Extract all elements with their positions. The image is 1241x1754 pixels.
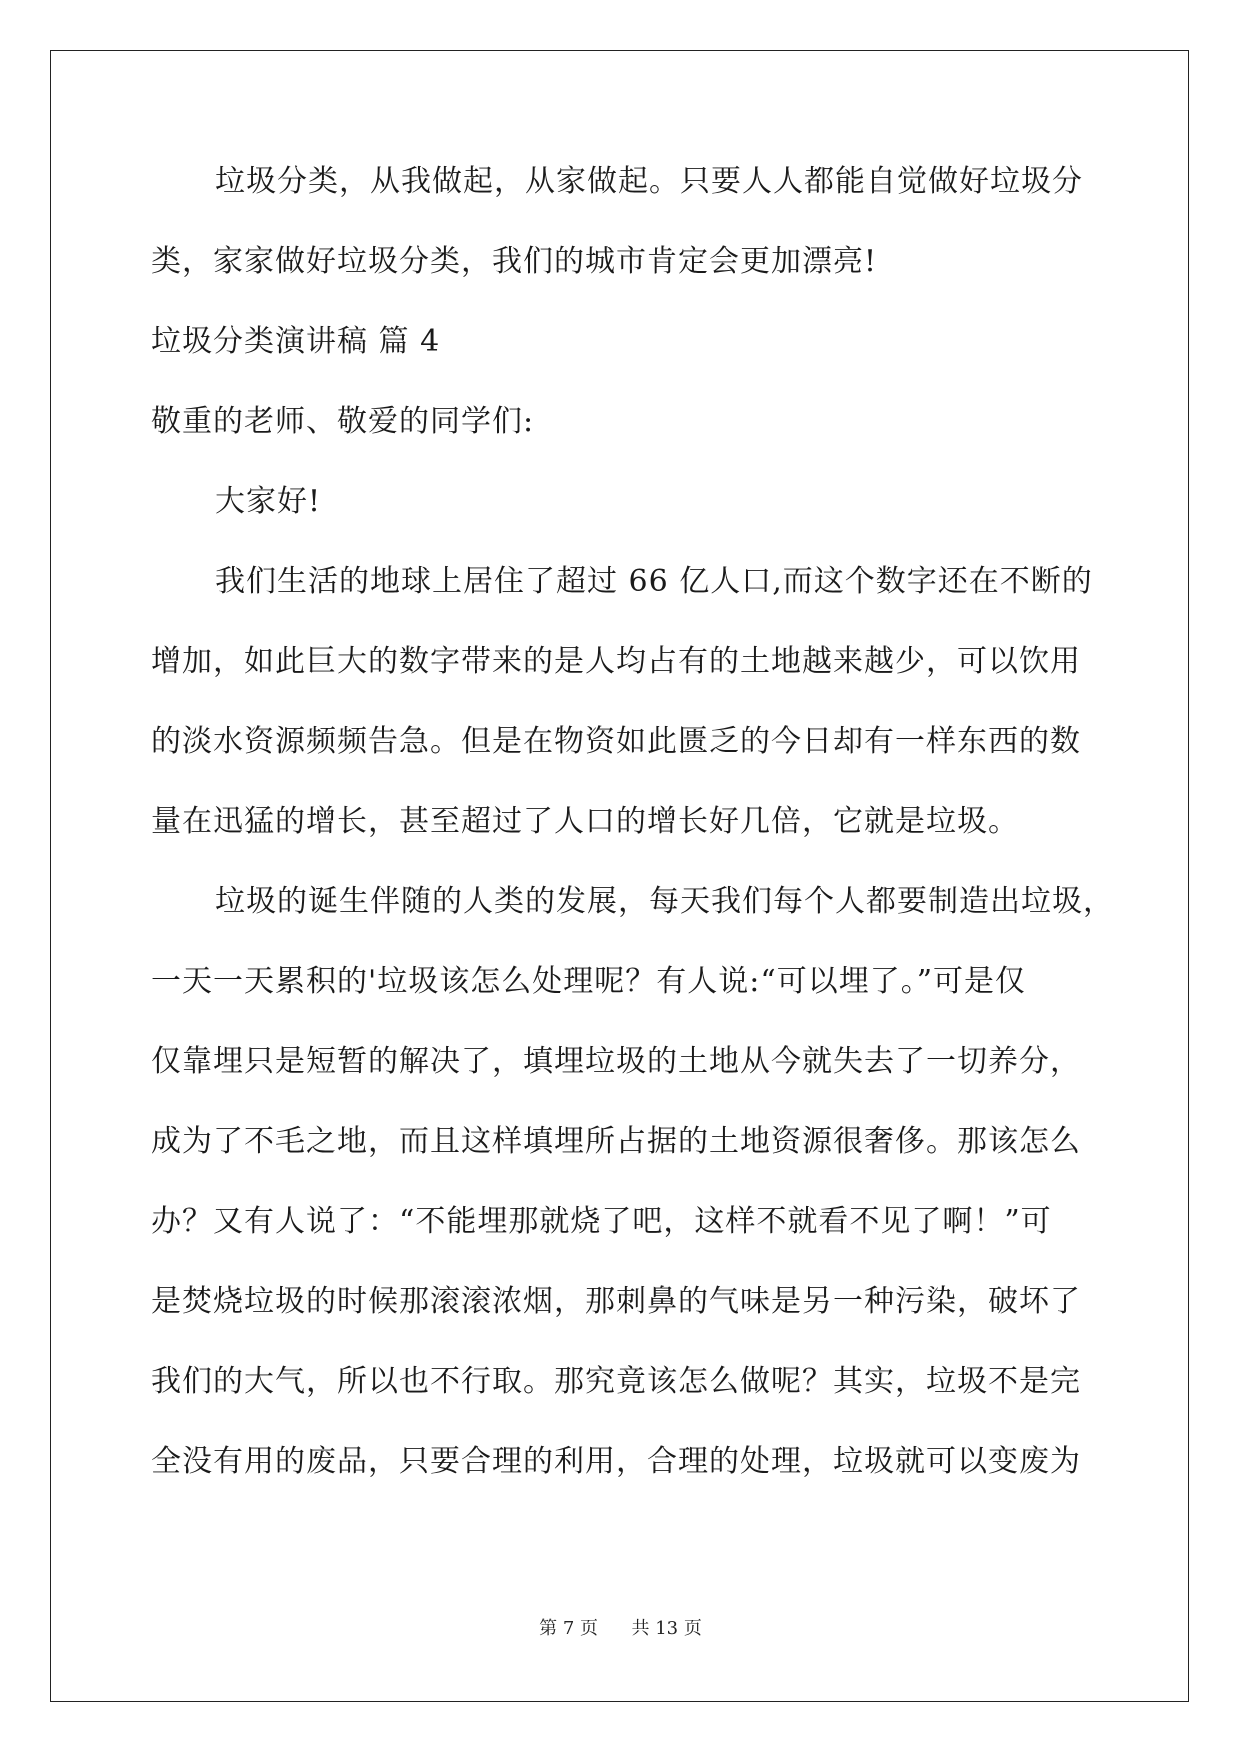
page-footer <box>0 1614 1241 1640</box>
paragraph-line: 类，家家做好垃圾分类，我们的城市肯定会更加漂亮! <box>151 244 878 279</box>
paragraph-line: 的淡水资源频频告急。但是在物资如此匮乏的今日却有一样东西的数 <box>151 724 1081 759</box>
paragraph-line: 量在迅猛的增长，甚至超过了人口的增长好几倍，它就是垃圾。 <box>151 804 1019 839</box>
document-body <box>151 162 1114 1522</box>
paragraph-line: 我们的大气，所以也不行取。那究竟该怎么做呢？其实，垃圾不是完 <box>151 1364 1081 1399</box>
paragraph-line: 我们生活的地球上居住了超过 66 亿人口,而这个数字还在不断的 <box>215 564 1093 599</box>
paragraph-line: 增加，如此巨大的数字带来的是人均占有的土地越来越少，可以饮用 <box>151 644 1081 679</box>
paragraph-line: 成为了不毛之地，而且这样填埋所占据的土地资源很奢侈。那该怎么 <box>151 1124 1081 1159</box>
greeting: 大家好! <box>215 484 322 519</box>
paragraph-line: 一天一天累积的'垃圾该怎么处理呢？有人说:“可以埋了。”可是仅 <box>151 964 1027 999</box>
paragraph-line: 仅靠埋只是短暂的解决了，填埋垃圾的土地从今就失去了一切养分， <box>151 1044 1081 1079</box>
paragraph-line: 垃圾分类，从我做起，从家做起。只要人人都能自觉做好垃圾分 <box>215 164 1083 199</box>
page-number: 第 7 页 <box>539 1618 599 1639</box>
paragraph-line: 是焚烧垃圾的时候那滚滚浓烟，那刺鼻的气味是另一种污染，破坏了 <box>151 1284 1081 1319</box>
salutation: 敬重的老师、敬爱的同学们: <box>151 404 535 439</box>
section-heading: 垃圾分类演讲稿 篇 4 <box>151 324 441 359</box>
paragraph-line: 垃圾的诞生伴随的人类的发展，每天我们每个人都要制造出垃圾， <box>215 884 1114 919</box>
page-total: 共 13 页 <box>631 1618 702 1639</box>
paragraph-line: 全没有用的废品，只要合理的利用，合理的处理，垃圾就可以变废为 <box>151 1444 1081 1479</box>
paragraph-line: 办？又有人说了：“不能埋那就烧了吧，这样不就看不见了啊！”可 <box>151 1204 1052 1239</box>
